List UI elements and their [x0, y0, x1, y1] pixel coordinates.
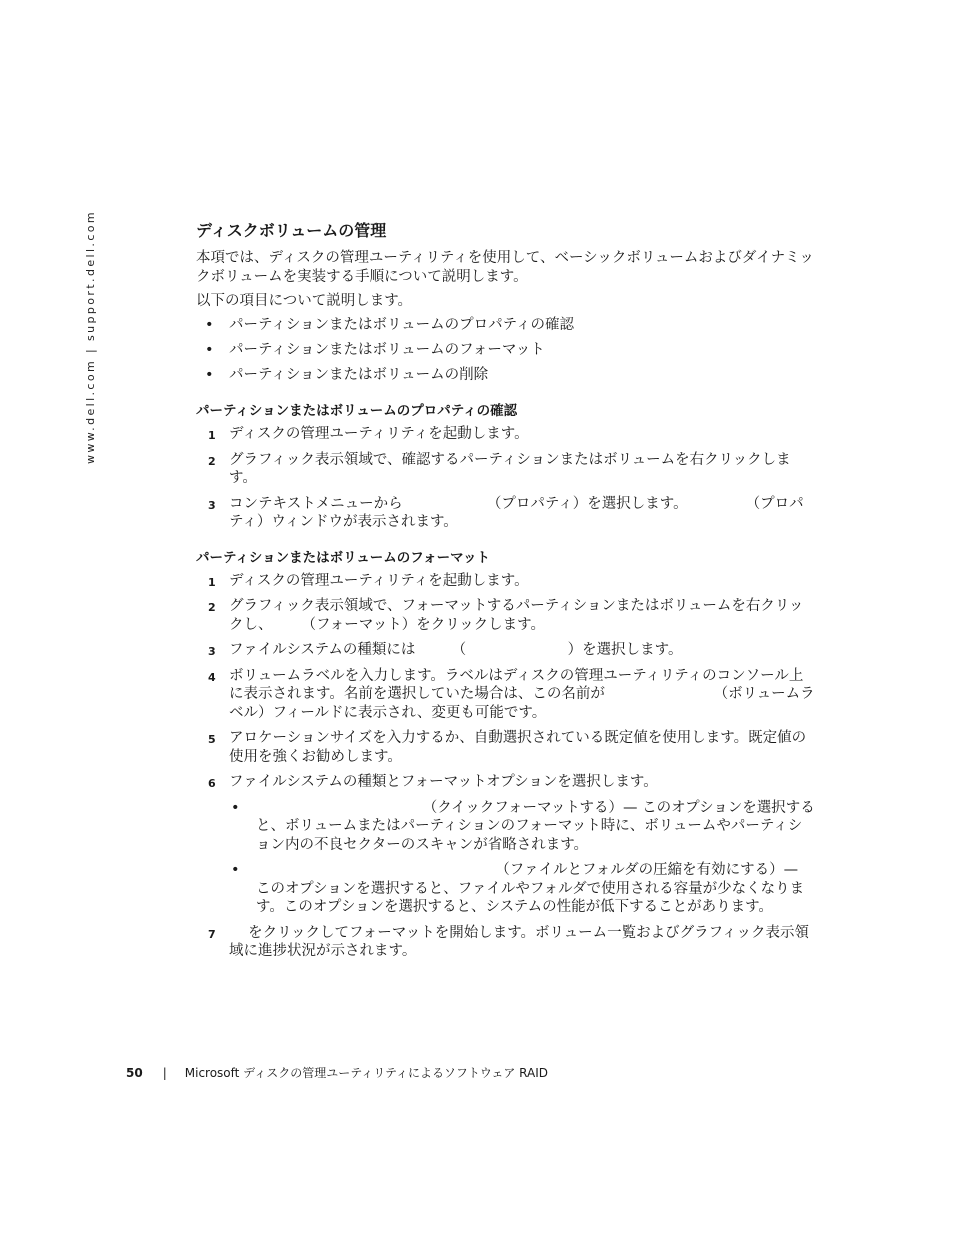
bullet-icon: •: [205, 367, 214, 383]
list-item: • （クイックフォーマットする）— このオプションを選択すると、ボリュームまたはパーティションのフォーマット時に、ボリュームやパーティション内の不良セクターのスキャンが省略されます。: [231, 799, 815, 853]
main-content: [196, 218, 816, 968]
step-number: 1: [208, 575, 216, 589]
format-options-list: [229, 799, 816, 917]
step-number: 6: [208, 777, 216, 790]
bullet-icon: •: [205, 342, 214, 358]
step-item: 7 をクリックしてフォーマットを開始します。ボリューム一覧およびグラフィック表示領域に進捗状況が示されます。: [208, 924, 809, 959]
sidebar-url: [84, 209, 100, 464]
step-number: 3: [208, 498, 216, 512]
properties-steps: [196, 425, 816, 532]
step-item: 5 アロケーションサイズを入力するか、自動選択されている既定値を使用します。既定値の使用を強くお勧めします。: [208, 730, 807, 765]
footer-text: Microsoft ディスクの管理ユーティリティによるソフトウェア RAID: [184, 1066, 548, 1080]
page-title: ディスクボリュームの管理: [196, 221, 387, 240]
list-item: • （ファイルとフォルダの圧縮を有効にする）— このオプションを選択すると、ファイルやフォルダで使用される容量が少なくなります。このオプションを選択すると、システムの性能が低下することがあります。: [231, 862, 805, 915]
footer-separator: |: [162, 1066, 167, 1080]
section-heading-properties: パーティションまたはボリュームのプロパティの確認: [196, 403, 518, 419]
bullet-icon: •: [205, 317, 214, 333]
step-number: 4: [208, 670, 216, 684]
list-item: • パーティションまたはボリュームのフォーマット: [205, 342, 545, 358]
step-item: 2 グラフィック表示領域で、フォーマットするパーティションまたはボリュームを右クリックし、 （フォーマット）をクリックします。: [208, 598, 804, 633]
topics-intro: 以下の項目について説明します。: [196, 293, 413, 309]
step-number: 1: [208, 429, 216, 442]
step-item: 3 コンテキストメニューから （プロパティ）を選択します。 （プロパティ）ウィンドウが表示されます。: [208, 495, 804, 530]
step-item: 2 グラフィック表示領域で、確認するパーティションまたはボリュームを右クリックします。: [208, 451, 791, 486]
topics-list: [196, 316, 816, 385]
step-number: 2: [208, 601, 216, 614]
page-footer: [126, 1064, 548, 1081]
bullet-icon: •: [231, 862, 240, 878]
section-heading-format: パーティションまたはボリュームのフォーマット: [196, 549, 491, 566]
list-item: • パーティションまたはボリュームのプロパティの確認: [205, 317, 574, 333]
intro-paragraph: 本項では、ディスクの管理ユーティリティを使用して、ベーシックボリュームおよびダイナミックボリュームを実装する手順について説明します。: [196, 250, 814, 285]
page-number: 50: [126, 1066, 143, 1080]
step-number: 2: [208, 454, 216, 468]
step-number: 7: [208, 927, 216, 941]
step-number: 3: [208, 645, 216, 658]
list-item: • パーティションまたはボリュームの削除: [205, 367, 489, 383]
sidebar-url-text: www.dell.com | support.dell.com: [84, 209, 97, 464]
bullet-icon: •: [231, 799, 240, 816]
step-number: 5: [208, 733, 216, 746]
step-item: 4 ボリュームラベルを入力します。ラベルはディスクの管理ユーティリティのコンソール上に表示されます。名前を選択していた場合は、この名前が （ボリュームラベル）フィールドに表示され、変更も可能です。: [208, 667, 815, 721]
step-item: 1 ディスクの管理ユーティリティを起動します。: [196, 572, 816, 591]
step-item: 6 ファイルシステムの種類とフォーマットオプションを選択します。 • （クイックフォーマットする）— このオプションを選択すると、ボリュームまたはパーティションのフォーマット時に、ボリュームやパーティション内の不良セクターのスキャンが省略されます。 • （ファイルとフォルダの圧縮を有効にする）— このオプションを選択すると、ファイルやフォルダで使用される容量が少なくなります。このオプションを選択すると、システムの性能が低下することがあります。: [208, 774, 815, 915]
step-item: 3 ファイルシステムの種類には （ ）を選択します。: [196, 641, 816, 660]
step-item: 1 ディスクの管理ユーティリティを起動します。: [196, 425, 816, 444]
format-steps: [196, 572, 816, 961]
